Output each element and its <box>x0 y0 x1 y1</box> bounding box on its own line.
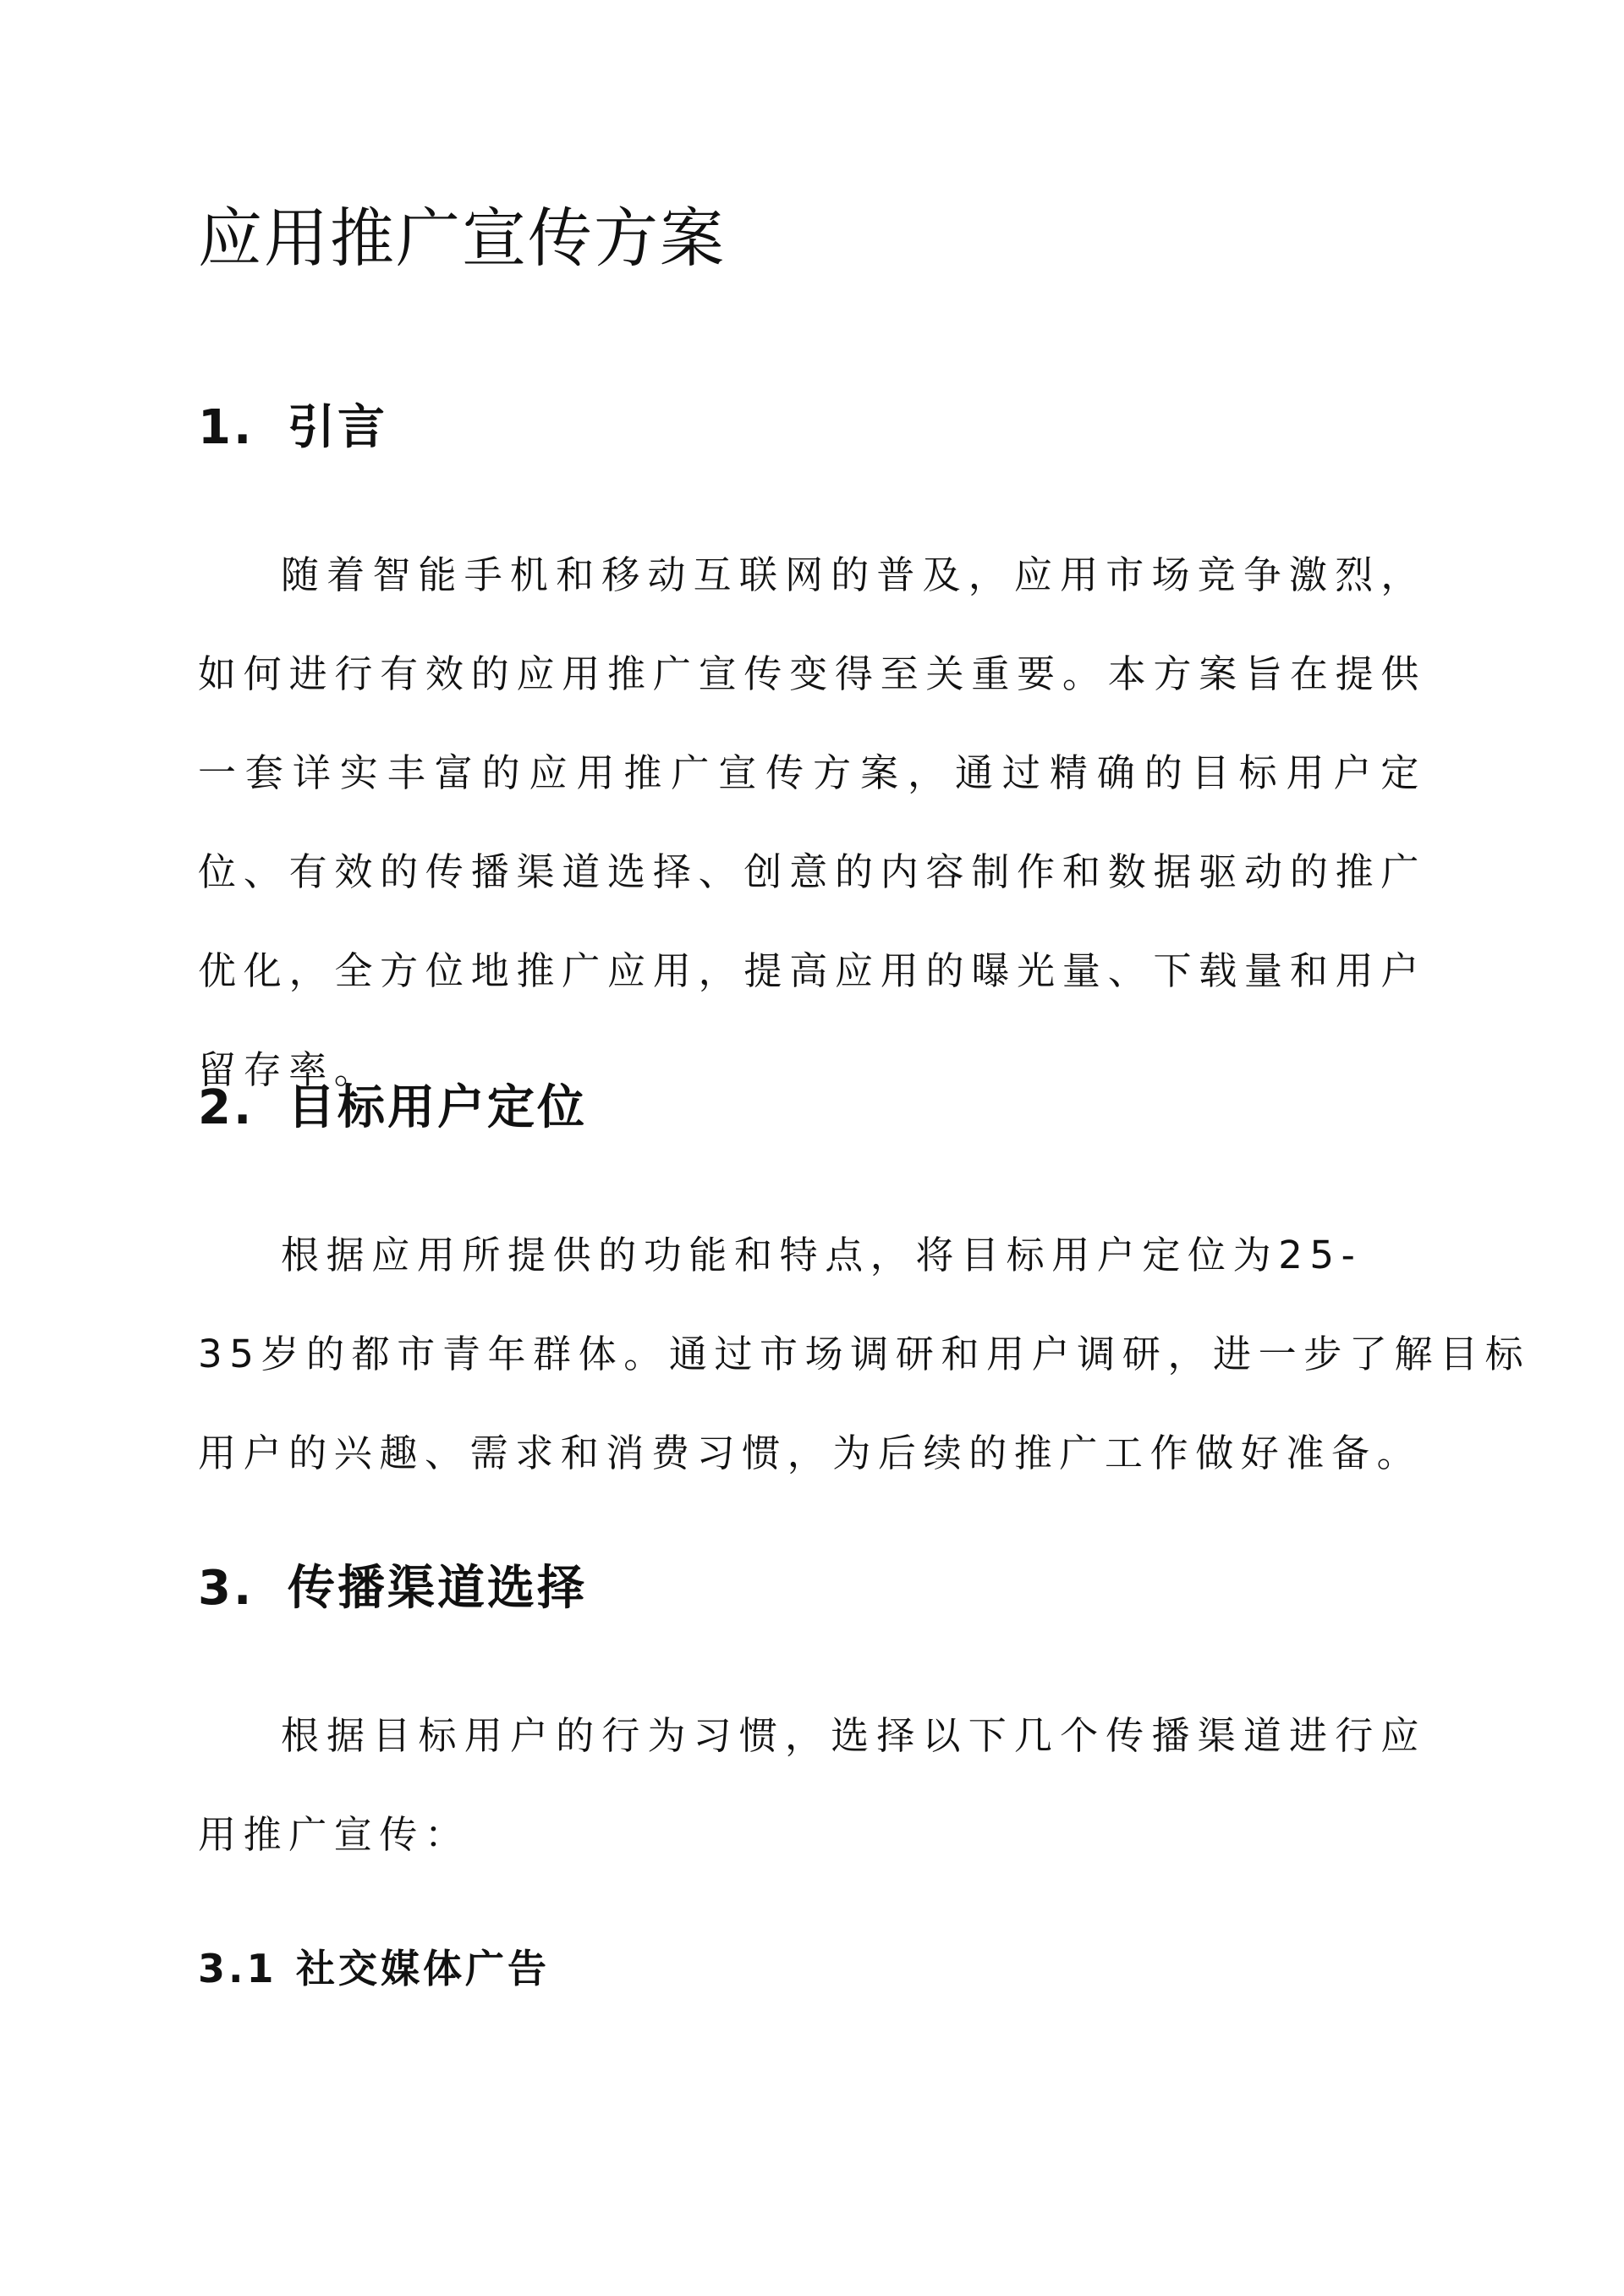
document-title: 应用推广宣传方案 <box>198 200 726 276</box>
section-heading-target-users <box>198 1074 587 1142</box>
subsection-heading-social-media-ads <box>198 1939 550 1998</box>
target-users-paragraph <box>198 1206 1531 1502</box>
paragraph-line: 根据应用所提供的功能和特点，将目标用户定位为25- <box>281 1233 1363 1277</box>
section-number: 3. <box>198 1561 255 1616</box>
section-number: 2. <box>198 1080 255 1135</box>
section-number: 1. <box>198 400 255 455</box>
subsection-title: 社交媒体广告 <box>296 1946 550 1991</box>
subsection-number: 3.1 <box>198 1946 277 1991</box>
section-heading-introduction <box>198 394 387 462</box>
paragraph-line: 35岁的都市青年群体。通过市场调研和用户调研，进一步了解目标 <box>198 1332 1531 1376</box>
channels-paragraph: 根据目标用户的行为习惯，选择以下几个传播渠道进行应用推广宣传： <box>198 1713 1426 1857</box>
section-heading-channels <box>198 1555 587 1623</box>
section-title: 目标用户定位 <box>288 1080 587 1135</box>
section-title: 引言 <box>288 400 387 455</box>
paragraph-line: 用户的兴趣、需求和消费习惯，为后续的推广工作做好准备。 <box>198 1431 1423 1475</box>
introduction-paragraph: 随着智能手机和移动互联网的普及，应用市场竞争激烈，如何进行有效的应用推广宣传变得至关重要。本方案旨在提供一套详实丰富的应用推广宣传方案，通过精确的目标用户定位、有效的传播渠道选择、创意的内容制作和数据驱动的推广优化，全方位地推广应用，提高应用的曝光量、下载量和用户留存率。 <box>198 552 1426 1092</box>
section-title: 传播渠道选择 <box>288 1561 587 1616</box>
